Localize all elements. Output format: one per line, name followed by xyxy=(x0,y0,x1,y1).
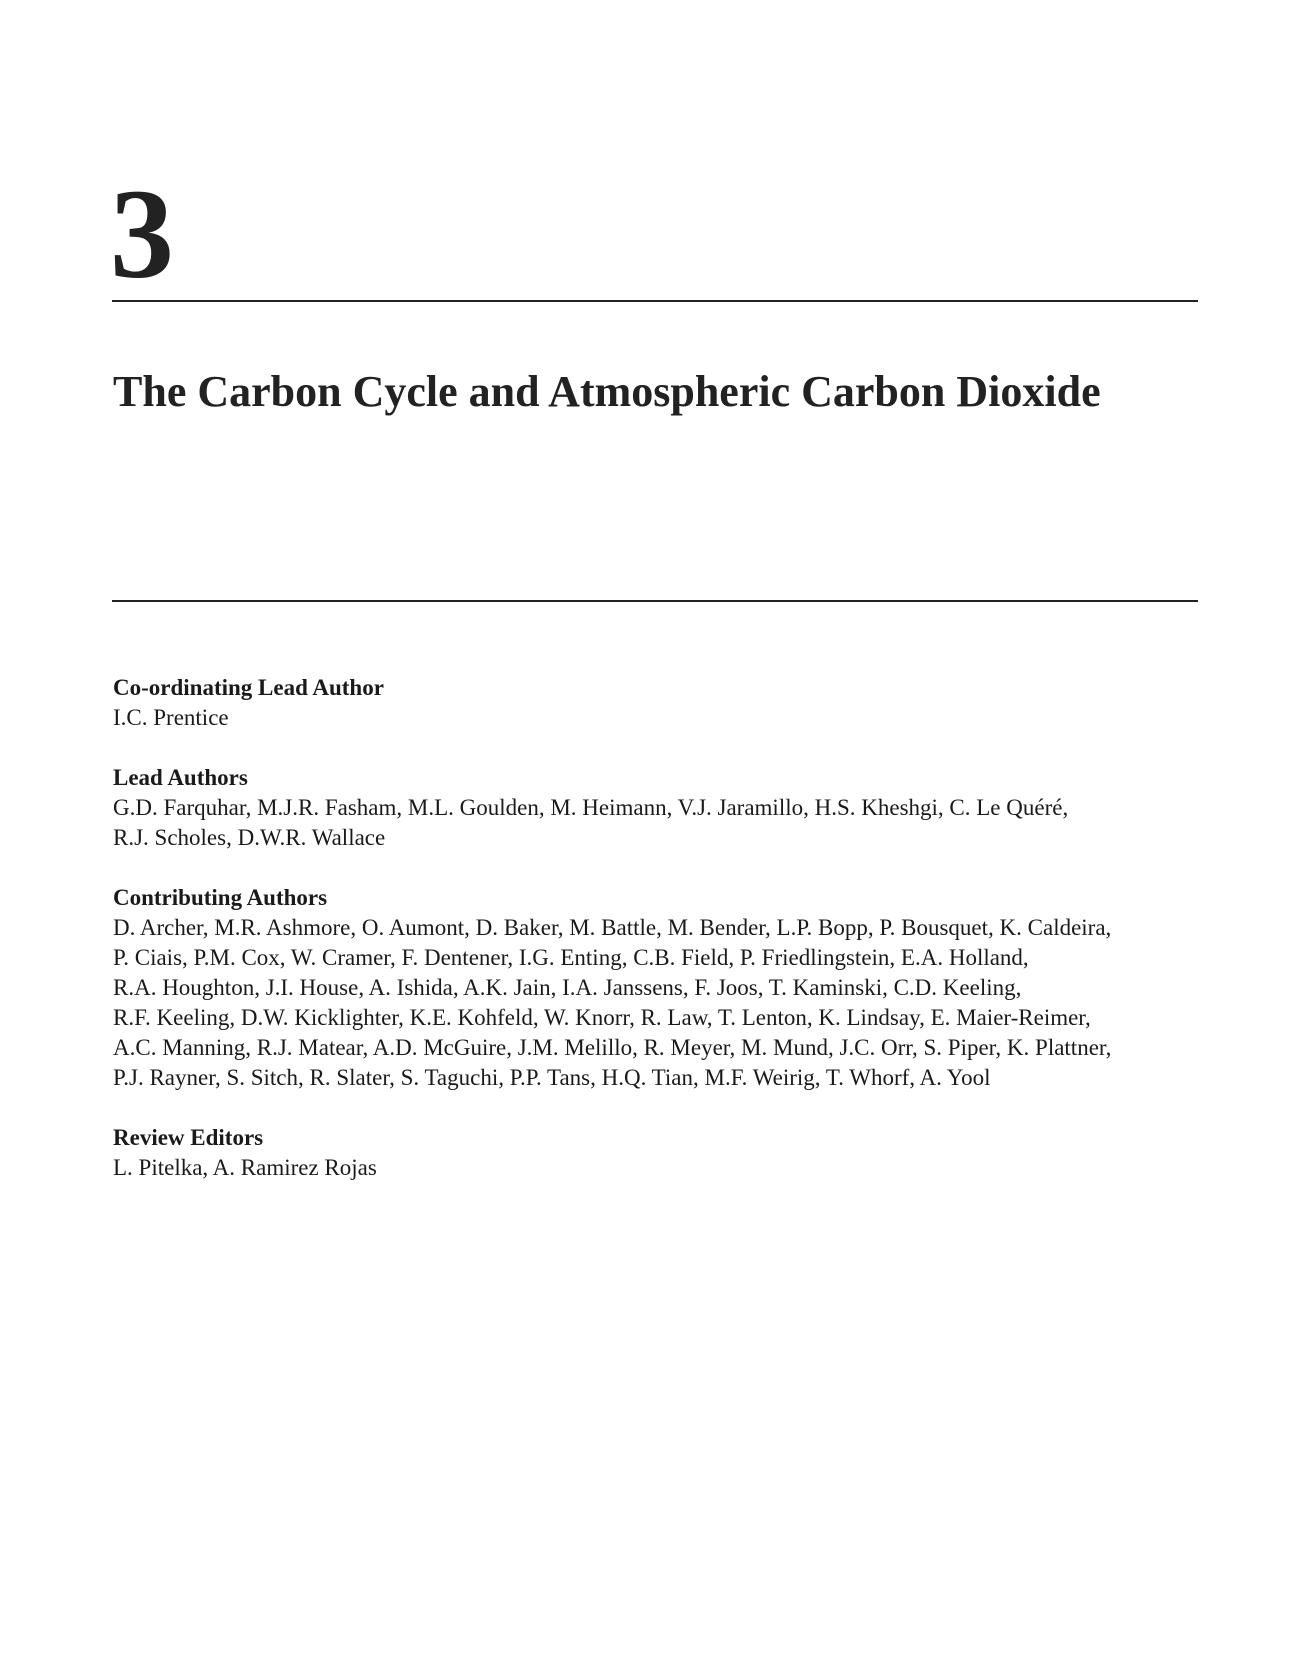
author-group-review-editors xyxy=(113,1123,1203,1183)
author-names-line: R.F. Keeling, D.W. Kicklighter, K.E. Kohfeld, W. Knorr, R. Law, T. Lenton, K. Lindsay, E. Maier-Reimer, xyxy=(113,1005,1091,1030)
chapter-title: The Carbon Cycle and Atmospheric Carbon Dioxide xyxy=(113,367,1101,416)
author-names-line: D. Archer, M.R. Ashmore, O. Aumont, D. Baker, M. Battle, M. Bender, L.P. Bopp, P. Bousquet, K. Caldeira, xyxy=(113,915,1112,940)
author-names-line: R.J. Scholes, D.W.R. Wallace xyxy=(113,825,386,850)
author-list xyxy=(113,673,1203,1213)
author-group-coordinating-lead xyxy=(113,673,1203,733)
author-names-line: L. Pitelka, A. Ramirez Rojas xyxy=(113,1155,377,1180)
author-group-contributing-authors xyxy=(113,883,1203,1093)
top-rule xyxy=(112,300,1198,302)
bottom-rule xyxy=(112,600,1198,602)
author-names-line: P. Ciais, P.M. Cox, W. Cramer, F. Dentener, I.G. Enting, C.B. Field, P. Friedlingstein, E.A. Holland, xyxy=(113,945,1029,970)
author-names-line: P.J. Rayner, S. Sitch, R. Slater, S. Taguchi, P.P. Tans, H.Q. Tian, M.F. Weirig, T. Whorf, A. Yool xyxy=(113,1065,991,1090)
author-names-line: R.A. Houghton, J.I. House, A. Ishida, A.K. Jain, I.A. Janssens, F. Joos, T. Kaminski, C.D. Keeling, xyxy=(113,975,1022,1000)
chapter-number: 3 xyxy=(110,163,174,305)
author-names-line: I.C. Prentice xyxy=(113,705,229,730)
author-names-line: A.C. Manning, R.J. Matear, A.D. McGuire, J.M. Melillo, R. Meyer, M. Mund, J.C. Orr, S. Piper, K. Plattner, xyxy=(113,1035,1112,1060)
group-heading: Review Editors xyxy=(113,1125,264,1150)
group-heading: Co-ordinating Lead Author xyxy=(113,675,384,700)
group-heading: Lead Authors xyxy=(113,765,248,790)
author-names-line: G.D. Farquhar, M.J.R. Fasham, M.L. Goulden, M. Heimann, V.J. Jaramillo, H.S. Kheshgi, C. Le Quéré, xyxy=(113,795,1069,820)
group-heading: Contributing Authors xyxy=(113,885,328,910)
author-group-lead-authors xyxy=(113,763,1203,853)
